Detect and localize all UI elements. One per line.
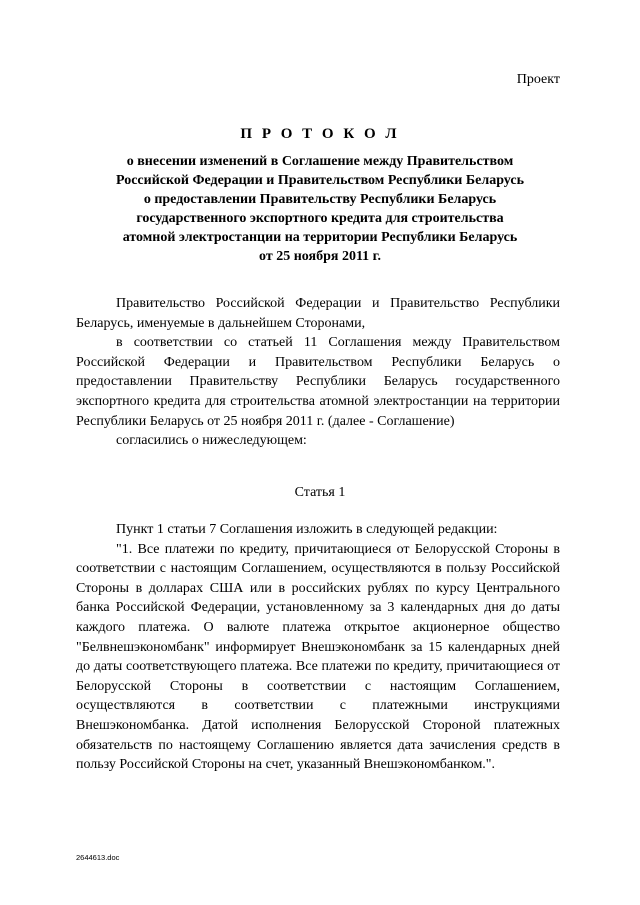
article-body xyxy=(76,520,560,775)
document-title: П Р О Т О К О Л xyxy=(240,126,400,142)
subtitle-line: о внесении изменений в Соглашение между Правительством xyxy=(126,154,514,169)
document-subtitle xyxy=(60,152,580,266)
subtitle-line: атомной электростанции на территории Республики Беларусь xyxy=(122,230,518,245)
subtitle-line: Российской Федерации и Правительством Республики Беларусь xyxy=(116,173,524,188)
subtitle-line: от 25 ноября 2011 г. xyxy=(259,249,381,264)
footer-filename: 2644613.doc xyxy=(76,853,120,862)
draft-label: Проект xyxy=(516,72,560,87)
subtitle-line: о предоставлении Правительству Республики Беларусь xyxy=(143,192,497,207)
article-paragraph: Пункт 1 статьи 7 Соглашения изложить в следующей редакции: xyxy=(116,522,498,537)
article-heading: Статья 1 xyxy=(294,485,346,500)
preamble xyxy=(76,294,560,451)
article-paragraph: "1. Все платежи по кредиту, причитающиеся от Белорусской Стороны в соответствии с настоящим Соглашением, осуществляются в пользу Российской Стороны в долларах США или в российских рублях по курсу Центрального банка Российской Федерации, установленному за 3 календарных дня до даты каждого платежа. О валюте платежа открытое акционерное общество "Белвнешэкономбанк" информирует Внешэкономбанк за 15 календарных дней до даты соответствующего платежа. Все платежи по кредиту, причитающиеся от Белорусской Стороны в соответствии с настоящим Соглашением, осуществляются в соответствии с платежными инструкциями Внешэкономбанка. Датой исполнения Белорусской Стороной платежных обязательств по настоящему Соглашению является дата зачисления средств в пользу Российской Стороны на счет, указанный Внешэкономбанком.". xyxy=(76,541,560,773)
preamble-paragraph: Правительство Российской Федерации и Правительство Республики Беларусь, именуемые в дальнейшем Сторонами, xyxy=(76,296,560,331)
preamble-paragraph: согласились о нижеследующем: xyxy=(116,433,307,449)
preamble-paragraph: в соответствии со статьей 11 Соглашения между Правительством Российской Федерации и Правительством Республики Беларусь о предоставлении Правительству Республики Беларусь государственного экспортного кредита для строительства атомной электростанции на территории Республики Беларусь от 25 ноября 2011 г. (далее - Соглашение) xyxy=(76,335,560,429)
subtitle-line: государственного экспортного кредита для строительства xyxy=(136,211,504,226)
